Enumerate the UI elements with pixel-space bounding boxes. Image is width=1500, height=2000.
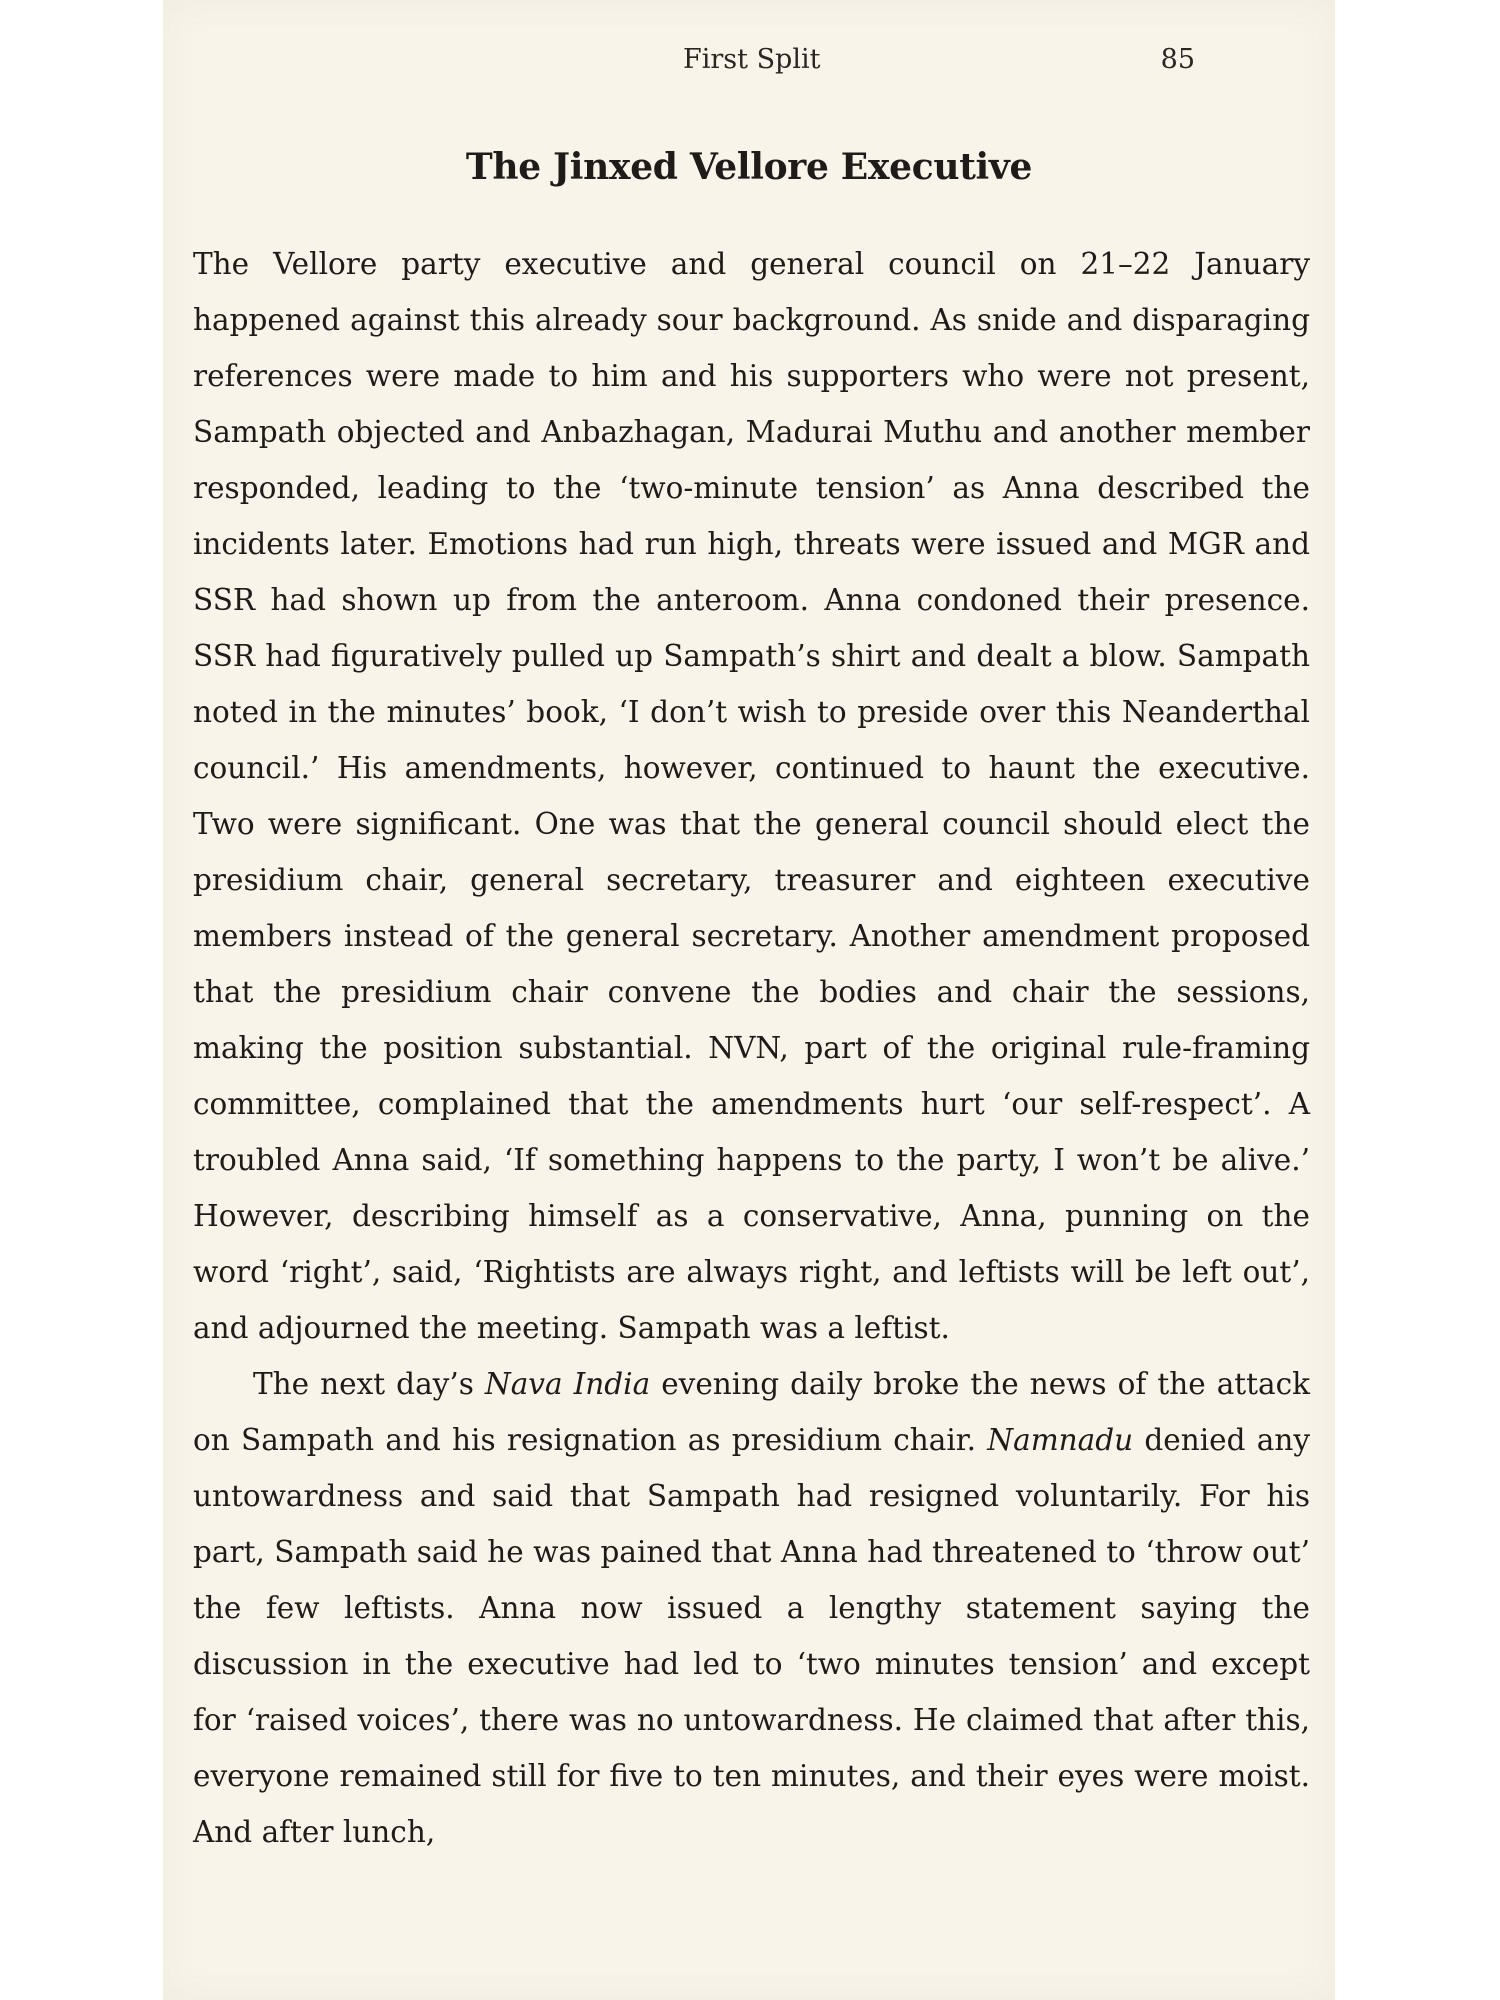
publication-name-namnadu: Namnadu xyxy=(987,1423,1134,1457)
publication-name-nava-india: Nava India xyxy=(484,1367,651,1401)
running-title: First Split xyxy=(683,44,821,75)
paragraph-1: The Vellore party executive and general council on 21–22 January happened against this already sour background. As snide and disparaging references were made to him and his supporters who were not present, Sampath objected and Anbazhagan, Madurai Muthu and another member responded, leading to the ‘two-minute tension’ as Anna described the incidents later. Emotions had run high, threats were issued and MGR and SSR had shown up from the anteroom. Anna condoned their presence. SSR had figuratively pulled up Sampath’s shirt and dealt a blow. Sampath noted in the minutes’ book, ‘I don’t wish to preside over this Neanderthal council.’ His amendments, however, continued to haunt the executive. Two were significant. One was that the general council should elect the presidium chair, general secretary, treasurer and eighteen executive members instead of the general secretary. Another amendment proposed that the presidium chair convene the bodies and chair the sessions, making the position substantial. NVN, part of the original rule-framing committee, complained that the amendments hurt ‘our self-respect’. A troubled Anna said, ‘If something happens to the party, I won’t be alive.’ However, describing himself as a conservative, Anna, punning on the word ‘right’, said, ‘Rightists are always right, and leftists will be left out’, and adjourned the meeting. Sampath was a leftist. xyxy=(193,247,1310,1345)
book-page xyxy=(163,0,1335,2000)
paragraph-2 xyxy=(193,1356,1310,1860)
page-number: 85 xyxy=(1160,44,1195,75)
paragraph-2-segment: denied any untowardness and said that Sampath had resigned voluntarily. For his part, Sampath said he was pained that Anna had threatened to ‘throw out’ the few leftists. Anna now issued a lengthy statement saying the discussion in the executive had led to ‘two minutes tension’ and except for ‘raised voices’, there was no untowardness. He claimed that after this, everyone remained still for five to ten minutes, and their eyes were moist. And after lunch, xyxy=(193,1423,1310,1849)
running-head xyxy=(163,44,1335,84)
paragraph-2-segment: evening daily broke the news of the attack on Sampath and his resignation as presidium chair. xyxy=(193,1367,1311,1457)
body-text xyxy=(193,236,1310,1860)
paragraph-2-segment: The next day’s xyxy=(253,1367,485,1401)
section-title: The Jinxed Vellore Executive xyxy=(465,146,1033,188)
